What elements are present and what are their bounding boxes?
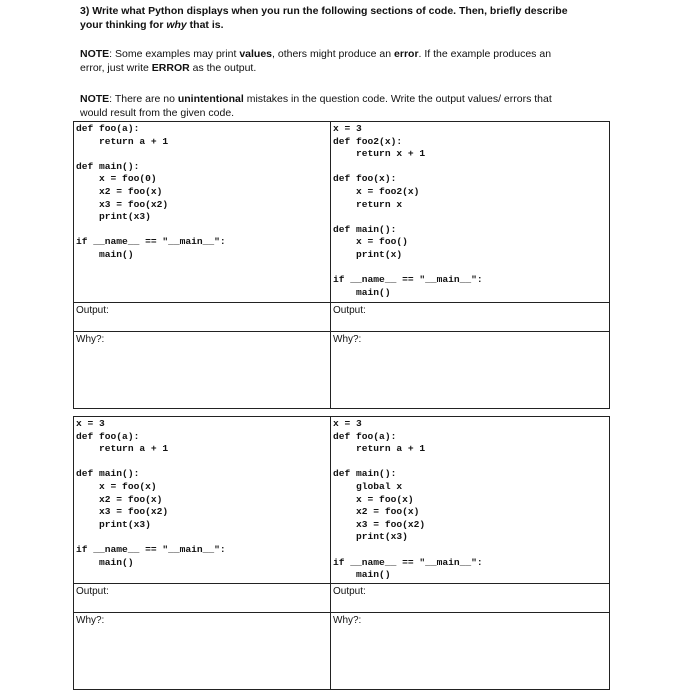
why-row bbox=[74, 613, 609, 689]
why-label: Why?: bbox=[333, 615, 362, 626]
output-cell-q4[interactable] bbox=[331, 584, 609, 612]
output-row bbox=[74, 584, 609, 613]
why-label: Why?: bbox=[333, 334, 362, 345]
code-block-q2: x = 3 def foo2(x): return x + 1 def foo(x): x = foo2(x) return x def main(): x = foo() print(x) if __name__ == "__main__": main() bbox=[333, 123, 483, 298]
note-two bbox=[80, 92, 620, 120]
note-text: would result from the given code. bbox=[80, 107, 235, 119]
answer-table-bottom bbox=[73, 416, 610, 690]
title-line-2: your thinking for bbox=[80, 19, 167, 31]
why-label: Why?: bbox=[76, 334, 105, 345]
output-cell-q2[interactable] bbox=[331, 303, 609, 331]
why-cell-q1[interactable] bbox=[74, 332, 331, 408]
output-label: Output: bbox=[333, 586, 366, 597]
code-cell-q3 bbox=[74, 417, 331, 583]
note-emphasis: error bbox=[394, 48, 419, 60]
note-text: . If the example produces an bbox=[418, 48, 552, 60]
output-label: Output: bbox=[76, 305, 109, 316]
title-line-2-end: that is. bbox=[186, 19, 224, 31]
code-cell-q2 bbox=[331, 122, 609, 302]
note-text: : Some examples may print bbox=[109, 48, 240, 60]
note-text: as the output. bbox=[189, 62, 257, 74]
note-label: NOTE bbox=[80, 93, 110, 105]
code-block-q4: x = 3 def foo(a): return a + 1 def main(): global x x = foo(x) x2 = foo(x) x3 = foo(x2) print(x3) if __name__ == "__main__": main() bbox=[333, 418, 483, 581]
answer-table-top bbox=[73, 121, 610, 409]
why-cell-q3[interactable] bbox=[74, 613, 331, 689]
output-cell-q1[interactable] bbox=[74, 303, 331, 331]
why-cell-q2[interactable] bbox=[331, 332, 609, 408]
note-emphasis: values bbox=[239, 48, 273, 60]
note-text: : There are no bbox=[109, 93, 178, 105]
note-label: NOTE bbox=[80, 48, 110, 60]
note-text: mistakes in the question code. Write the output values/ errors that bbox=[243, 93, 552, 105]
code-block-q3: x = 3 def foo(a): return a + 1 def main(): x = foo(x) x2 = foo(x) x3 = foo(x2) print(x3) if __name__ == "__main__": main() bbox=[76, 418, 226, 568]
output-label: Output: bbox=[333, 305, 366, 316]
title-line-1: 3) Write what Python displays when you run the following sections of code. Then, briefly describe bbox=[80, 5, 568, 17]
output-cell-q3[interactable] bbox=[74, 584, 331, 612]
why-label: Why?: bbox=[76, 615, 105, 626]
output-row bbox=[74, 303, 609, 332]
output-label: Output: bbox=[76, 586, 109, 597]
note-emphasis: unintentional bbox=[177, 93, 244, 105]
note-text: , others might produce an bbox=[272, 48, 395, 60]
note-text: error, just write bbox=[80, 62, 152, 74]
why-cell-q4[interactable] bbox=[331, 613, 609, 689]
code-block-q1: def foo(a): return a + 1 def main(): x = foo(0) x2 = foo(x) x3 = foo(x2) print(x3) if __name__ == "__main__": main() bbox=[76, 123, 226, 260]
note-emphasis: ERROR bbox=[151, 62, 190, 74]
title-emphasis: why bbox=[166, 19, 187, 31]
question-title bbox=[80, 4, 620, 32]
code-cell-q1 bbox=[74, 122, 331, 302]
why-row bbox=[74, 332, 609, 408]
note-one bbox=[80, 47, 620, 75]
code-cell-q4 bbox=[331, 417, 609, 583]
code-row bbox=[74, 417, 609, 584]
code-row bbox=[74, 122, 609, 303]
